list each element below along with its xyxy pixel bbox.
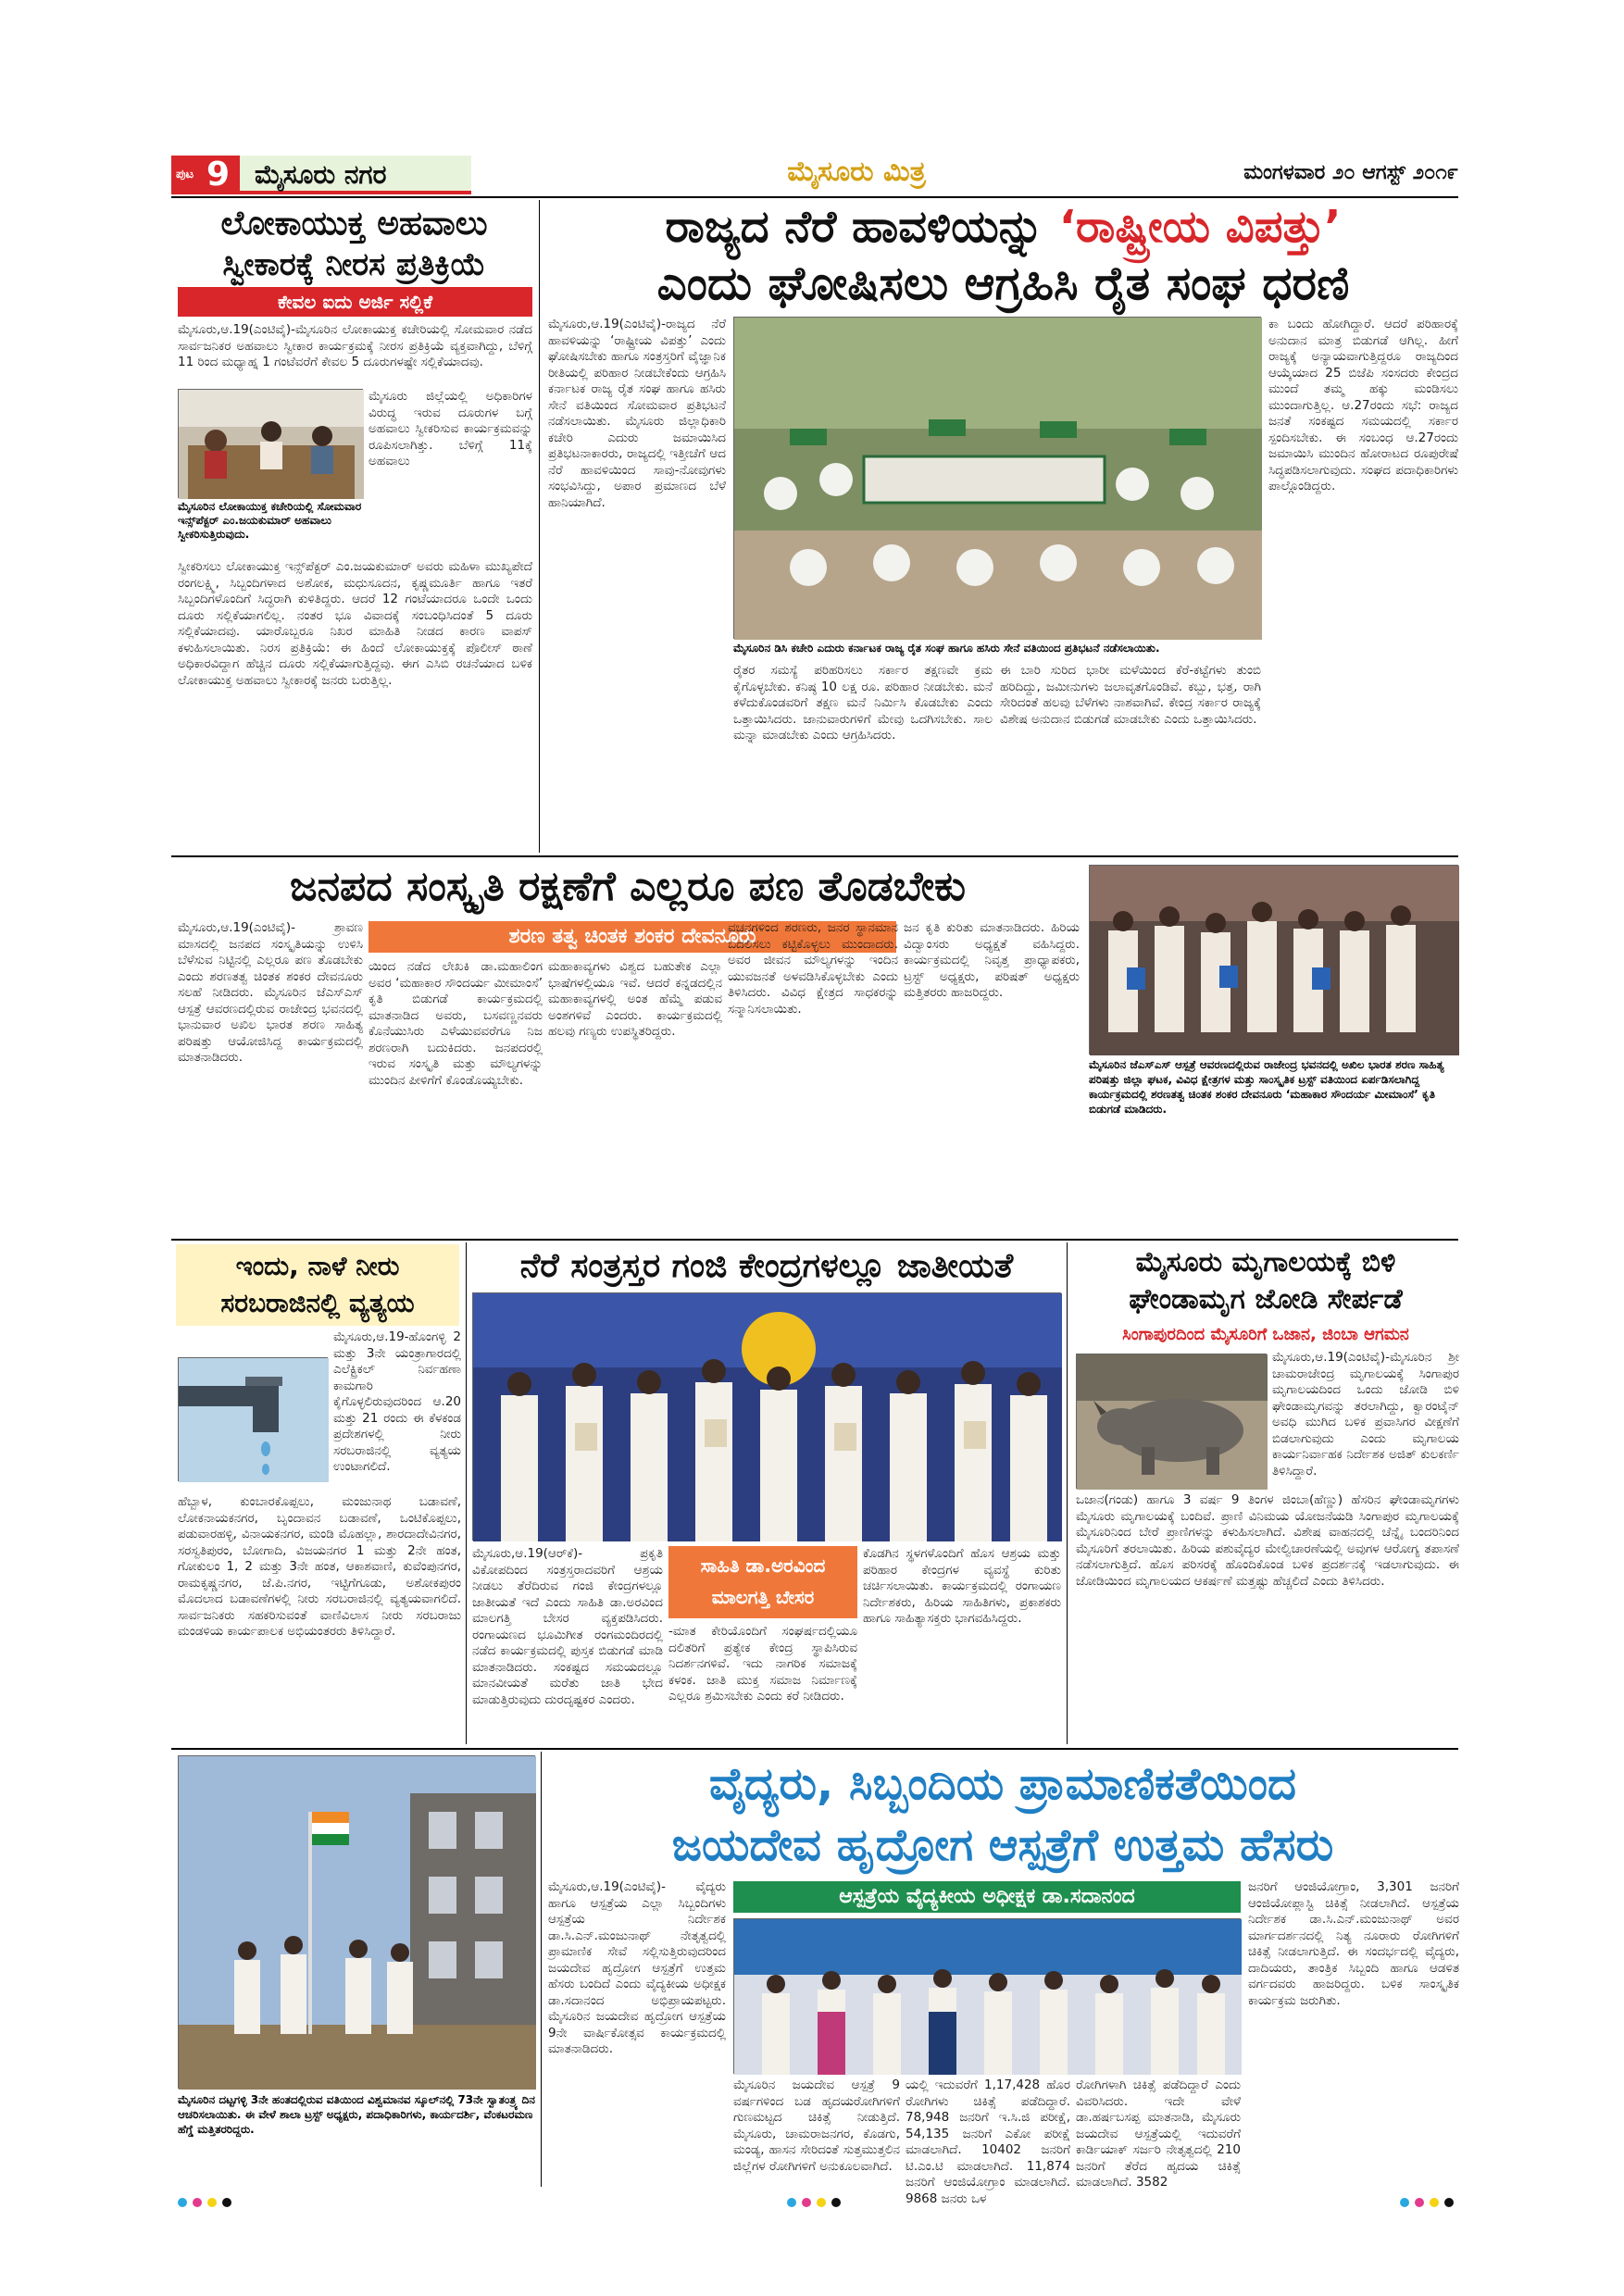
section-title: ಮೈಸೂರು ನಗರ (255, 159, 387, 190)
flag-hoisting-photo (178, 1755, 535, 2089)
page-prefix: ಪುಟ (176, 168, 194, 181)
registration-mark-right-2 (1415, 2198, 1424, 2207)
ganji-subhead-2: ಮಾಲಗತ್ತಿ ಬೇಸರ (711, 1586, 815, 1608)
janapada-col-2: ಯಿಂದ ನಡೆದ ಲೇಖಕಿ ಡಾ.ಮಹಾಲಿಂಗ ಅವರ ‘ಮಹಾಕಾರ ಸೌಂದರ್ಯ ಮೀಮಾಂಸೆ’ ಕೃತಿ ಬಿಡುಗಡೆ ಕಾರ್ಯಕ್ರಮದಲ್ಲಿ ಮಾತನಾಡಿದ ಅವರು, ಬಸವಣ್ಣನವರು ಕೊನೆಯುಸಿರು ಎಳೆಯುವವರೆಗೂ ನಿಜ ಶರಣರಾಗಿ ಬದುಕಿದರು. ಜನಪದರಲ್ಲಿ ಇರುವ ಸಂಸ್ಕೃತಿ ಮತ್ತು ಮೌಲ್ಯಗಳನ್ನು ಮುಂದಿನ ಪೀಳಿಗೆಗೆ ಕೊಂಡೊಯ್ಯಬೇಕು. (369, 959, 543, 1088)
water-headline-2: ಸರಬರಾಜಿನಲ್ಲಿ ವ್ಯತ್ಯಯ (220, 1288, 415, 1318)
lokayukta-headline-1: ಲೋಕಾಯುಕ್ತ ಅಹವಾಲು (220, 205, 488, 243)
lokayukta-caption: ಮೈಸೂರಿನ ಲೋಕಾಯುಕ್ತ ಕಚೇರಿಯಲ್ಲಿ ಸೋಮವಾರ ಇನ್ಸ್‌ಪೆಕ್ಟರ್ ಎಂ.ಜಯಕುಮಾರ್ ಅಹವಾಲು ಸ್ವೀಕರಿಸುತ್ತಿರುವುದು. (178, 500, 362, 541)
section-label (240, 156, 471, 194)
janapada-col-4: ವಚನಗಳಿಂದ ಶರಣರು, ಜನರ ಸ್ಥಾನಮಾನ ಬದಲಿಸಲು ಕಟ್ಟಿಕೊಳ್ಳಲು ಮುಂದಾದರು. ಅವರ ಜೀವನ ಮೌಲ್ಯಗಳನ್ನು ಇಂದಿನ ಯುವಜನತೆ ಅಳವಡಿಸಿಕೊಳ್ಳಬೇಕು ಎಂದು ತಿಳಿಸಿದರು. ವಿವಿಧ ಕ್ಷೇತ್ರದ ಸಾಧಕರನ್ನು ಸನ್ಮಾನಿಸಲಾಯಿತು. (728, 920, 898, 1017)
water-headline-1: ಇಂದು, ನಾಳೆ ನೀರು (235, 1251, 400, 1281)
registration-mark-center-3 (817, 2198, 826, 2207)
jayadeva-col-5: ಜನರಿಗೆ ಆಂಜಿಯೋಗ್ರಾಂ, 3,301 ಜನರಿಗೆ ಆಂಜಿಯೋಪ್ಲಾಸ್ಟಿ ಚಿಕಿತ್ಸೆ ನೀಡಲಾಗಿದೆ. ಆಸ್ಪತ್ರೆಯ ನಿರ್ದೇಶಕ ಡಾ.ಸಿ.ಎನ್.ಮಂಜುನಾಥ್ ಅವರ ಮಾರ್ಗದರ್ಶನದಲ್ಲಿ ನಿತ್ಯ ನೂರಾರು ರೋಗಿಗಳಿಗೆ ಚಿಕಿತ್ಸೆ ನೀಡಲಾಗುತ್ತಿದೆ. ಈ ಸಂದರ್ಭದಲ್ಲಿ ವೈದ್ಯರು, ದಾದಿಯರು, ತಾಂತ್ರಿಕ ಸಿಬ್ಬಂದಿ ಹಾಗೂ ಆಡಳಿತ ವರ್ಗದವರು ಹಾಜರಿದ್ದರು. ಬಳಿಕ ಸಾಂಸ್ಕೃತಿಕ ಕಾರ್ಯಕ್ರಮ ಜರುಗಿತು. (1248, 1879, 1459, 2008)
office-photo-icon (179, 390, 364, 499)
page-no: 9 (206, 156, 231, 193)
registration-mark-left-2 (193, 2198, 202, 2207)
jayadeva-col-2: ಮೈಸೂರಿನ ಜಯದೇವ ಆಸ್ಪತ್ರೆ 9 ವರ್ಷಗಳಿಂದ ಬಡ ಹೃದಯರೋಗಿಗಳಿಗೆ ಗುಣಮಟ್ಟದ ಚಿಕಿತ್ಸೆ ನೀಡುತ್ತಿದೆ. ಮೈಸೂರು, ಚಾಮರಾಜನಗರ, ಕೊಡಗು, ಮಂಡ್ಯ, ಹಾಸನ ಸೇರಿದಂತೆ ಸುತ್ತಮುತ್ತಲಿನ ಜಿಲ್ಲೆಗಳ ರೋಗಿಗಳಿಗೆ ಅನುಕೂಲವಾಗಿದೆ. (733, 2078, 900, 2174)
registration-mark-right-1 (1400, 2198, 1409, 2207)
lokayukta-photo (178, 389, 363, 498)
janapada-col-1: ಮೈಸೂರು,ಆ.19(ಎಂಟಿವೈ)- ಶ್ರಾವಣ ಮಾಸದಲ್ಲಿ ಜನಪದ ಸಂಸ್ಕೃತಿಯನ್ನು ಉಳಿಸಿ ಬೆಳೆಸುವ ನಿಟ್ಟಿನಲ್ಲಿ ಎಲ್ಲರೂ ಪಣ ತೊಡಬೇಕು ಎಂದು ಶರಣತತ್ವ ಚಿಂತಕ ಶಂಕರ ದೇವನೂರು ಸಲಹೆ ನೀಡಿದರು. ಮೈಸೂರಿನ ಜೆಎಸ್‌ಎಸ್ ಆಸ್ಪತ್ರೆ ಆವರಣದಲ್ಲಿರುವ ರಾಜೇಂದ್ರ ಭವನದಲ್ಲಿ ಭಾನುವಾರ ಅಖಿಲ ಭಾರತ ಶರಣ ಸಾಹಿತ್ಯ ಪರಿಷತ್ತು ಆಯೋಜಿಸಿದ್ದ ಕಾರ್ಯಕ್ರಮದಲ್ಲಿ ಮಾತನಾಡಿದರು. (178, 920, 363, 1065)
janapada-bottom-rule (171, 1239, 1458, 1241)
farmers-headline-1 (548, 198, 1458, 256)
farmers-photo (733, 317, 1261, 639)
water-headline-box (176, 1244, 459, 1326)
registration-mark-center-2 (802, 2198, 811, 2207)
water-lead: ಮೈಸೂರು,ಆ.19-ಹೊಂಗಳ್ಳಿ 2 ಮತ್ತು 3ನೇ ಯಂತ್ರಾಗಾರದಲ್ಲಿ ಎಲೆಕ್ಟ್ರಿಕಲ್ ನಿರ್ವಹಣಾ ಕಾಮಗಾರಿ ಕೈಗೊಳ್ಳಲಿರುವುದರಿಂದ ಆ.20 ಮತ್ತು 21 ರಂದು ಈ ಕೆಳಕಂಡ ಪ್ರದೇಶಗಳಲ್ಲಿ ನೀರು ಸರಬರಾಜಿನಲ್ಲಿ ವ್ಯತ್ಯಯ ಉಂಟಾಗಲಿದೆ. (333, 1329, 461, 1474)
registration-mark-left-1 (178, 2198, 187, 2207)
ganji-divider (1067, 1242, 1068, 1744)
farmers-caption: ಮೈಸೂರಿನ ಡಿಸಿ ಕಚೇರಿ ಎದುರು ಕರ್ನಾಟಕ ರಾಜ್ಯ ರೈತ ಸಂಘ ಹಾಗೂ ಹಸಿರು ಸೇನೆ ವತಿಯಿಂದ ಪ್ರತಿಭಟನೆ ನಡೆಸಲಾಯಿತು. (733, 642, 1160, 655)
farmers-col-1: ಮೈಸೂರು,ಆ.19(ಎಂಟಿವೈ)-ರಾಜ್ಯದ ನೆರೆ ಹಾವಳಿಯನ್ನು ‘ರಾಷ್ಟ್ರೀಯ ವಿಪತ್ತು’ ಎಂದು ಘೋಷಿಸಬೇಕು ಹಾಗೂ ಸಂತ್ರಸ್ತರಿಗೆ ವೈಜ್ಞಾನಿಕ ರೀತಿಯಲ್ಲಿ ಪರಿಹಾರ ನೀಡಬೇಕೆಂದು ಆಗ್ರಹಿಸಿ ಕರ್ನಾಟಕ ರಾಜ್ಯ ರೈತ ಸಂಘ ಹಾಗೂ ಹಸಿರು ಸೇನೆ ವತಿಯಿಂದ ಸೋಮವಾರ ಪ್ರತಿಭಟನೆ ನಡೆಸಲಾಯಿತು. ಮೈಸೂರು ಜಿಲ್ಲಾಧಿಕಾರಿ ಕಚೇರಿ ಎದುರು ಜಮಾಯಿಸಿದ ಪ್ರತಿಭಟನಾಕಾರರು, ರಾಜ್ಯದಲ್ಲಿ ಇತ್ತೀಚೆಗೆ ಆದ ನೆರೆ ಹಾವಳಿಯಿಂದ ಸಾವು-ನೋವುಗಳು ಸಂಭವಿಸಿದ್ದು, ಅಪಾರ ಪ್ರಮಾಣದ ಬೆಳೆ ಹಾನಿಯಾಗಿದೆ. (548, 317, 726, 510)
ganji-subhead-box (668, 1546, 857, 1618)
masthead: ಮೈಸೂರು ಮಿತ್ರ (787, 156, 926, 188)
zoo-bottom-rule (171, 1748, 1458, 1750)
farmers-bottom-rule (171, 855, 1458, 857)
farmers-headline-1a: ರಾಜ್ಯದ ನೆರೆ ಹಾವಳಿಯನ್ನು (665, 201, 1059, 253)
lokayukta-lead: ಮೈಸೂರು,ಆ.19(ಎಂಟಿವೈ)-ಮೈಸೂರಿನ ಲೋಕಾಯುಕ್ತ ಕಚೇರಿಯಲ್ಲಿ ಸೋಮವಾರ ನಡೆದ ಸಾರ್ವಜನಿಕರ ಅಹವಾಲು ಸ್ವೀಕಾರ ಕಾರ್ಯಕ್ರಮಕ್ಕೆ ನೀರಸ ಪ್ರತಿಕ್ರಿಯೆ ವ್ಯಕ್ತವಾಗಿದ್ದು, ಬೆಳಿಗ್ಗೆ 11 ರಿಂದ ಮಧ್ಯಾಹ್ನ 1 ಗಂಟೆವರೆಗೆ ಕೇವಲ 5 ದೂರುಗಳಷ್ಟೇ ಸಲ್ಲಿಕೆಯಾದವು. (178, 322, 532, 369)
flag-hoisting-icon (179, 1756, 536, 2090)
registration-mark-right-4 (1444, 2198, 1454, 2207)
jayadeva-strap: ಆಸ್ಪತ್ರೆಯ ವೈದ್ಯಕೀಯ ಅಧೀಕ್ಷಕ ಡಾ.ಸದಾನಂದ (733, 1881, 1241, 1913)
ganji-col-2: -ಮಾತ ಕೇರಿಯೊಂದಿಗೆ ಸಂಘರ್ಷದಲ್ಲಿಯೂ ದಲಿತರಿಗೆ ಪ್ರತ್ಯೇಕ ಕೇಂದ್ರ ಸ್ಥಾಪಿಸಿರುವ ನಿದರ್ಶನಗಳಿವೆ. ಇದು ನಾಗರಿಕ ಸಮಾಜಕ್ಕೆ ಕಳಂಕ. ಜಾತಿ ಮುಕ್ತ ಸಮಾಜ ನಿರ್ಮಾಣಕ್ಕೆ ಎಲ್ಲರೂ ಶ್ರಮಿಸಬೇಕು ಎಂದು ಕರೆ ನೀಡಿದರು. (668, 1624, 857, 1703)
farmers-col-3: ಈ ಬಾರಿ ಸುರಿದ ಭಾರೀ ಮಳೆಯಿಂದ ಕೆರೆ-ಕಟ್ಟೆಗಳು ತುಂಬಿ ಹರಿದಿದ್ದು, ಜಮೀನುಗಳು ಜಲಾವೃತಗೊಂಡಿವೆ. ಕಬ್ಬು, ಭತ್ತ, ರಾಗಿ ಸೇರಿದಂತೆ ಹಲವು ಬೆಳೆಗಳು ನಾಶವಾಗಿವೆ. ಕೇಂದ್ರ ಸರ್ಕಾರ ರಾಜ್ಯಕ್ಕೆ ವಿಶೇಷ ಅನುದಾನ ಬಿಡುಗಡೆ ಮಾಡಬೇಕು ಎಂದು ಒತ್ತಾಯಿಸಿದರು. (1000, 663, 1261, 727)
hospital-event-photo-icon (734, 1919, 1242, 2075)
jayadeva-col-3: ಯಲ್ಲಿ ಇದುವರೆಗೆ 1,17,428 ಹೊರ ರೋಗಿಗಳು ಚಿಕಿತ್ಸೆ ಪಡೆದಿದ್ದಾರೆ. 78,948 ಜನರಿಗೆ ಇ.ಸಿ.ಜಿ ಪರೀಕ್ಷೆ, 54,135 ಜನರಿಗೆ ಎಕೋ ಪರೀಕ್ಷೆ ಮಾಡಲಾಗಿದೆ. 10402 ಜನರಿಗೆ ಟಿ.ಎಂ.ಟಿ ಮಾಡಲಾಗಿದೆ. 11,874 ಜನರಿಗೆ ಆಂಜಿಯೋಗ್ರಾಂ ಮಾಡಲಾಗಿದೆ. 9868 ಜನರು ಒಳ (906, 2078, 1070, 2206)
farmers-col-4: ಕಾ ಬಂದು ಹೋಗಿದ್ದಾರೆ. ಆದರೆ ಪರಿಹಾರಕ್ಕೆ ಅನುದಾನ ಮಾತ್ರ ಬಿಡುಗಡೆ ಆಗಿಲ್ಲ. ಹೀಗೆ ರಾಜ್ಯಕ್ಕೆ ಅನ್ಯಾಯವಾಗುತ್ತಿದ್ದರೂ ರಾಜ್ಯದಿಂದ ಆಯ್ಕೆಯಾದ 25 ಬಿಜೆಪಿ ಸಂಸದರು ಕೇಂದ್ರದ ಮುಂದೆ ತಮ್ಮ ಹಕ್ಕು ಮಂಡಿಸಲು ಮುಂದಾಗುತ್ತಿಲ್ಲ. ಆ.27ರಂದು ಸಭೆ: ರಾಜ್ಯದ ಜನತೆ ಸಂಕಷ್ಟದ ಸಮಯದಲ್ಲಿ ಸರ್ಕಾರ ಸ್ಪಂದಿಸಬೇಕು. ಈ ಸಂಬಂಧ ಆ.27ರಂದು ಜಮಾಯಿಸಿ ಮುಂದಿನ ಹೋರಾಟದ ರೂಪುರೇಷೆ ಸಿದ್ಧಪಡಿಸಲಾಗುವುದು. ಸಂಘದ ಪದಾಧಿಕಾರಿಗಳು ಪಾಲ್ಗೊಂಡಿದ್ದರು. (1268, 317, 1458, 493)
jayadeva-headline-1: ವೈದ್ಯರು, ಸಿಬ್ಬಂದಿಯ ಪ್ರಾಮಾಣಿಕತೆಯಿಂದ (709, 1758, 1296, 1810)
registration-mark-left-4 (222, 2198, 231, 2207)
ganji-photo (472, 1292, 1061, 1541)
zoo-headline-1: ಮೈಸೂರು ಮೃಗಾಲಯಕ್ಕೆ ಬಿಳಿ (1135, 1246, 1396, 1279)
zoo-lead: ಮೈಸೂರು,ಆ.19(ಎಂಟಿವೈ)-ಮೈಸೂರಿನ ಶ್ರೀ ಚಾಮರಾಜೇಂದ್ರ ಮೃಗಾಲಯಕ್ಕೆ ಸಿಂಗಾಪುರ ಮೃಗಾಲಯದಿಂದ ಒಂದು ಜೋಡಿ ಬಿಳಿ ಘೇಂಡಾಮೃಗವನ್ನು ತರಲಾಗಿದ್ದು, ಕ್ವಾರಂಟೈನ್ ಅವಧಿ ಮುಗಿದ ಬಳಿಕ ಪ್ರವಾಸಿಗರ ವೀಕ್ಷಣೆಗೆ ಬಿಡಲಾಗುವುದು ಎಂದು ಮೃಗಾಲಯ ಕಾರ್ಯನಿರ್ವಾಹಕ ನಿರ್ದೇಶಕ ಅಜಿತ್ ಕುಲಕರ್ಣಿ ತಿಳಿಸಿದ್ದಾರೆ. (1272, 1350, 1459, 1479)
ganji-col-3: ಕೊಡಗಿನ ಸ್ಥಳಗಳೊಂದಿಗೆ ಹೊಸ ಆಶ್ರಯ ಮತ್ತು ಪರಿಹಾರ ಕೇಂದ್ರಗಳ ವ್ಯವಸ್ಥೆ ಕುರಿತು ಚರ್ಚಿಸಲಾಯಿತು. ಕಾರ್ಯಕ್ರಮದಲ್ಲಿ ರಂಗಾಯಣ ನಿರ್ದೇಶಕರು, ಹಿರಿಯ ಸಾಹಿತಿಗಳು, ಪ್ರಕಾಶಕರು ಹಾಗೂ ಸಾಹಿತ್ಯಾಸಕ್ತರು ಭಾಗವಹಿಸಿದ್ದರು. (863, 1546, 1061, 1626)
water-body: ಹೆಬ್ಬಾಳ, ಕುಂಬಾರಕೊಪ್ಪಲು, ಮಂಜುನಾಥ ಬಡಾವಣೆ, ಲೋಕನಾಯಕನಗರ, ಬೃಂದಾವನ ಬಡಾವಣೆ, ಒಂಟಿಕೊಪ್ಪಲು, ಪಡುವಾರಹಳ್ಳಿ, ವಿನಾಯಕನಗರ, ಮಂಡಿ ಮೊಹಲ್ಲಾ, ಶಾರದಾದೇವಿನಗರ, ಸರಸ್ವತಿಪುರಂ, ಬೋಗಾದಿ, ವಿಜಯನಗರ 1 ಮತ್ತು 2ನೇ ಹಂತ, ಗೋಕುಲಂ 1, 2 ಮತ್ತು 3ನೇ ಹಂತ, ಆಕಾಶವಾಣಿ, ಕುವೆಂಪುನಗರ, ರಾಮಕೃಷ್ಣನಗರ, ಜೆ.ಪಿ.ನಗರ, ಇಟ್ಟಿಗೆಗೂಡು, ಅಶೋಕಪುರಂ ಮೊದಲಾದ ಬಡಾವಣೆಗಳಲ್ಲಿ ನೀರು ಸರಬರಾಜಿನಲ್ಲಿ ವ್ಯತ್ಯಯವಾಗಲಿದೆ. ಸಾರ್ವಜನಿಕರು ಸಹಕರಿಸುವಂತೆ ವಾಣಿವಿಲಾಸ ನೀರು ಸರಬರಾಜು ಮಂಡಳಿಯ ಕಾರ್ಯಪಾಲಕ ಅಭಿಯಂತರರು ತಿಳಿಸಿದ್ದಾರೆ. (178, 1494, 461, 1639)
jayadeva-photo (733, 1918, 1241, 2074)
book-release-photo-icon (1090, 866, 1459, 1055)
zoo-headline-2: ಘೇಂಡಾಮೃಗ ಜೋಡಿ ಸೇರ್ಪಡೆ (1129, 1283, 1403, 1316)
jayadeva-col-1: ಮೈಸೂರು,ಆ.19(ಎಂಟಿವೈ)- ವೈದ್ಯರು ಹಾಗೂ ಆಸ್ಪತ್ರೆಯ ಎಲ್ಲಾ ಸಿಬ್ಬಂದಿಗಳು ಆಸ್ಪತ್ರೆಯ ನಿರ್ದೇಶಕ ಡಾ.ಸಿ.ಎನ್.ಮಂಜುನಾಥ್ ನೇತೃತ್ವದಲ್ಲಿ ಪ್ರಾಮಾಣಿಕ ಸೇವೆ ಸಲ್ಲಿಸುತ್ತಿರುವುದರಿಂದ ಜಯದೇವ ಹೃದ್ರೋಗ ಆಸ್ಪತ್ರೆಗೆ ಉತ್ತಮ ಹೆಸರು ಬಂದಿದೆ ಎಂದು ವೈದ್ಯಕೀಯ ಅಧೀಕ್ಷಕ ಡಾ.ಸದಾನಂದ ಅಭಿಪ್ರಾಯಪಟ್ಟರು. ಮೈಸೂರಿನ ಜಯದೇವ ಹೃದ್ರೋಗ ಆಸ್ಪತ್ರೆಯ 9ನೇ ವಾರ್ಷಿಕೋತ್ಸವ ಕಾರ್ಯಕ್ರಮದಲ್ಲಿ ಮಾತನಾಡಿದರು. (548, 1879, 726, 2056)
farmers-headline-1b: ‘ರಾಷ್ಟ್ರೀಯ ವಿಪತ್ತು’ (1058, 201, 1342, 253)
lokayukta-body-side: ಮೈಸೂರು ಜಿಲ್ಲೆಯಲ್ಲಿ ಅಧಿಕಾರಿಗಳ ವಿರುದ್ಧ ಇರುವ ದೂರುಗಳ ಬಗ್ಗೆ ಅಹವಾಲು ಸ್ವೀಕರಿಸುವ ಕಾರ್ಯಕ್ರಮವನ್ನು ರೂಪಿಸಲಾಗಿತ್ತು. ಬೆಳಿಗ್ಗೆ 11ಕ್ಕೆ ಅಹವಾಲು (369, 389, 532, 468)
lokayukta-body: ಸ್ವೀಕರಿಸಲು ಲೋಕಾಯುಕ್ತ ಇನ್ಸ್‌ಪೆಕ್ಟರ್ ಎಂ.ಜಯಕುಮಾರ್ ಅವರು ಮಹಿಳಾ ಮುಖ್ಯಪೇದೆ ರಂಗಲಕ್ಷ್ಮಿ, ಸಿಬ್ಬಂದಿಗಳಾದ ಅಶೋಕ, ಮಧುಸೂದನ, ಕೃಷ್ಣಮೂರ್ತಿ ಹಾಗೂ ಇತರೆ ಸಿಬ್ಬಂದಿಗಳೊಂದಿಗೆ ಸಿದ್ಧರಾಗಿ ಕುಳಿತಿದ್ದರು. ಆದರೆ 12 ಗಂಟೆಯಾದರೂ ಒಂದೇ ಒಂದು ದೂರು ಸಲ್ಲಿಕೆಯಾಗಲಿಲ್ಲ. ನಂತರ ಭೂ ವಿವಾದಕ್ಕೆ ಸಂಬಂಧಿಸಿದಂತೆ 5 ದೂರು ಸಲ್ಲಿಕೆಯಾದವು. ಯಾರೊಬ್ಬರೂ ನಿಖರ ಮಾಹಿತಿ ನೀಡದ ಕಾರಣ ವಾಪಸ್ ಕಳುಹಿಸಲಾಯಿತು. ನಿರಸ ಪ್ರತಿಕ್ರಿಯೆ: ಈ ಹಿಂದೆ ಲೋಕಾಯುಕ್ತಕ್ಕೆ ಪೊಲೀಸ್ ಠಾಣೆ ಅಧಿಕಾರವಿದ್ದಾಗ ಹೆಚ್ಚಿನ ದೂರು ಸಲ್ಲಿಕೆಯಾಗುತ್ತಿದ್ದವು. ಈಗ ಎಸಿಬಿ ರಚನೆಯಾದ ಬಳಿಕ ಲೋಕಾಯುಕ್ತ ಅಹವಾಲು ಸ್ವೀಕಾರಕ್ಕೆ ಜನರು ಬರುತ್ತಿಲ್ಲ. (178, 559, 532, 688)
protest-photo-icon (734, 318, 1262, 640)
book-launch-photo-icon (473, 1293, 1062, 1541)
registration-mark-center-1 (787, 2198, 796, 2207)
ganji-subhead-1: ಸಾಹಿತಿ ಡಾ.ಅರವಿಂದ (700, 1554, 826, 1577)
jayadeva-headline-2: ಜಯದೇವ ಹೃದ್ರೋಗ ಆಸ್ಪತ್ರೆಗೆ ಉತ್ತಮ ಹೆಸರು (671, 1819, 1334, 1871)
janapada-col-5: ಜನ ಕೃತಿ ಕುರಿತು ಮಾತನಾಡಿದರು. ಹಿರಿಯ ವಿದ್ವಾಂಸರು ಅಧ್ಯಕ್ಷತೆ ವಹಿಸಿದ್ದರು. ಕಾರ್ಯಕ್ರಮದಲ್ಲಿ ನಿವೃತ್ತ ಪ್ರಾಧ್ಯಾಪಕರು, ಟ್ರಸ್ಟ್ ಅಧ್ಯಕ್ಷರು, ಪರಿಷತ್ ಅಧ್ಯಕ್ಷರು ಮತ್ತಿತರರು ಹಾಜರಿದ್ದರು. (904, 920, 1080, 1000)
janapada-caption: ಮೈಸೂರಿನ ಜೆಎಸ್‌ಎಸ್ ಆಸ್ಪತ್ರೆ ಆವರಣದಲ್ಲಿರುವ ರಾಜೇಂದ್ರ ಭವನದಲ್ಲಿ ಅಖಿಲ ಭಾರತ ಶರಣ ಸಾಹಿತ್ಯ ಪರಿಷತ್ತು ಜಿಲ್ಲಾ ಘಟಕ, ವಿವಿಧ ಕ್ಷೇತ್ರಗಳ ಮತ್ತು ಸಾಂಸ್ಕೃತಿಕ ಟ್ರಸ್ಟ್ ವತಿಯಿಂದ ಏರ್ಪಡಿಸಲಾಗಿದ್ದ ಕಾರ್ಯಕ್ರಮದಲ್ಲಿ ಶರಣತತ್ವ ಚಿಂತಕ ಶಂಕರ ದೇವನೂರು ‘ಮಹಾಕಾರ ಸೌಂದರ್ಯ ಮೀಮಾಂಸೆ’ ಕೃತಿ ಬಿಡುಗಡೆ ಮಾಡಿದರು. (1089, 1058, 1444, 1116)
lokayukta-divider (539, 200, 540, 853)
ganji-col-1: ಮೈಸೂರು,ಆ.19(ಆರ್‌ಕೆ)- ಪ್ರಕೃತಿ ವಿಕೋಪದಿಂದ ಸಂತ್ರಸ್ತರಾದವರಿಗೆ ಆಶ್ರಯ ನೀಡಲು ತೆರೆದಿರುವ ಗಂಜಿ ಕೇಂದ್ರಗಳಲ್ಲೂ ಜಾತೀಯತೆ ಇದೆ ಎಂದು ಸಾಹಿತಿ ಡಾ.ಅರವಿಂದ ಮಾಲಗತ್ತಿ ಬೇಸರ ವ್ಯಕ್ತಪಡಿಸಿದರು. ರಂಗಾಯಣದ ಭೂಮಿಗೀತ ರಂಗಮಂದಿರದಲ್ಲಿ ನಡೆದ ಕಾರ್ಯಕ್ರಮದಲ್ಲಿ ಪುಸ್ತಕ ಬಿಡುಗಡೆ ಮಾಡಿ ಮಾತನಾಡಿದರು. ಸಂಕಷ್ಟದ ಸಮಯದಲ್ಲೂ ಮಾನವೀಯತೆ ಮರೆತು ಜಾತಿ ಭೇದ ಮಾಡುತ್ತಿರುವುದು ದುರದೃಷ್ಟಕರ ಎಂದರು. (472, 1546, 663, 1707)
page-number-badge (171, 156, 240, 194)
janapada-photo (1089, 865, 1458, 1054)
farmers-col-2: ರೈತರ ಸಮಸ್ಯೆ ಪರಿಹರಿಸಲು ಸರ್ಕಾರ ತಕ್ಷಣವೇ ಕ್ರಮ ಕೈಗೊಳ್ಳಬೇಕು. ಕನಿಷ್ಠ 10 ಲಕ್ಷ ರೂ. ಪರಿಹಾರ ನೀಡಬೇಕು. ಮನೆ ಕಳೆದುಕೊಂಡವರಿಗೆ ತಕ್ಷಣ ಮನೆ ನಿರ್ಮಿಸಿ ಕೊಡಬೇಕು ಎಂದು ಒತ್ತಾಯಿಸಿದರು. ಜಾನುವಾರುಗಳಿಗೆ ಮೇವು ಒದಗಿಸಬೇಕು. ಸಾಲ ಮನ್ನಾ ಮಾಡಬೇಕು ಎಂದು ಆಗ್ರಹಿಸಿದರು. (733, 663, 993, 742)
water-divider (466, 1242, 467, 1744)
ganji-headline: ನೆರೆ ಸಂತ್ರಸ್ತರ ಗಂಜಿ ಕೇಂದ್ರಗಳಲ್ಲೂ ಜಾತೀಯತೆ (519, 1247, 1014, 1285)
issue-date: ಮಂಗಳವಾರ ೨೦ ಆಗಸ್ಟ್ ೨೦೧೯ (1243, 161, 1458, 184)
janapada-strap: ಶರಣ ತತ್ವ ಚಿಂತಕ ಶಂಕರ ದೇವನೂರು (369, 921, 896, 953)
lokayukta-headline-2: ಸ್ವೀಕಾರಕ್ಕೆ ನೀರಸ ಪ್ರತಿಕ್ರಿಯೆ (222, 246, 486, 283)
registration-mark-center-4 (831, 2198, 841, 2207)
janapada-headline: ಜನಪದ ಸಂಸ್ಕೃತಿ ರಕ್ಷಣೆಗೆ ಎಲ್ಲರೂ ಪಣ ತೊಡಬೇಕು (290, 863, 966, 910)
registration-mark-left-3 (207, 2198, 217, 2207)
independence-caption: ಮೈಸೂರಿನ ದಟ್ಟಗಳ್ಳಿ 3ನೇ ಹಂತದಲ್ಲಿರುವ ವತಿಯಿಂದ ವಿಶ್ವಮಾನವ ಸ್ಕೂಲ್‌ನಲ್ಲಿ 73ನೇ ಸ್ವಾತಂತ್ರ್ಯ ದಿನ ಆಚರಿಸಲಾಯಿತು. ಈ ವೇಳೆ ಶಾಲಾ ಟ್ರಸ್ಟ್ ಅಧ್ಯಕ್ಷರು, ಪದಾಧಿಕಾರಿಗಳು, ಕಾರ್ಯದರ್ಶಿ, ವೆಂಕಟರಮಣ ಹೆಗ್ಡೆ ಮತ್ತಿತರರಿದ್ದರು. (178, 2093, 535, 2136)
janapada-col-3: ಮಹಾಕಾವ್ಯಗಳು ವಿಶ್ವದ ಬಹುತೇಕ ಎಲ್ಲಾ ಭಾಷೆಗಳಲ್ಲಿಯೂ ಇವೆ. ಆದರೆ ಕನ್ನಡದಲ್ಲಿನ ಮಹಾಕಾವ್ಯಗಳಲ್ಲಿ ಅಂತ ಹೆಮ್ಮೆ ಪಡುವ ಅಂಶಗಳಿವೆ ಎಂದರು. ಕಾರ್ಯಕ್ರಮದಲ್ಲಿ ಹಲವು ಗಣ್ಯರು ಉಪಸ್ಥಿತರಿದ್ದರು. (548, 959, 722, 1039)
zoo-strap: ಸಿಂಗಾಪುರದಿಂದ ಮೈಸೂರಿಗೆ ಒಜಾನ, ಜಿಂಬಾ ಆಗಮನ (1122, 1325, 1409, 1344)
registration-mark-right-3 (1430, 2198, 1439, 2207)
farmers-headline-2: ಎಂದು ಘೋಷಿಸಲು ಆಗ್ರಹಿಸಿ ರೈತ ಸಂಘ ಧರಣಿ (656, 256, 1350, 310)
jayadeva-col-4: ರೋಗಿಗಳಾಗಿ ಚಿಕಿತ್ಸೆ ಪಡೆದಿದ್ದಾರೆ ಎಂದು ವಿವರಿಸಿದರು. ಇದೇ ವೇಳೆ ಡಾ.ಹರ್ಷಬಸಪ್ಪ ಮಾತನಾಡಿ, ಮೈಸೂರು ಜಯದೇವ ಆಸ್ಪತ್ರೆಯಲ್ಲಿ ಇದುವರೆಗೆ ಕಾರ್ಡಿಯಾಕ್ ಸರ್ಜರಿ ನೇತೃತ್ವದಲ್ಲಿ 210 ಜನರಿಗೆ ತೆರೆದ ಹೃದಯ ಚಿಕಿತ್ಸೆ ಮಾಡಲಾಗಿದೆ. 3582 (1076, 2078, 1241, 2190)
independence-divider (541, 1752, 542, 2187)
lokayukta-strap: ಕೇವಲ ಐದು ಅರ್ಜಿ ಸಲ್ಲಿಕೆ (178, 287, 532, 317)
zoo-body: ಒಜಾನ(ಗಂಡು) ಹಾಗೂ 3 ವರ್ಷ 9 ತಿಂಗಳ ಜಿಂಬಾ(ಹೆಣ್ಣು) ಹೆಸರಿನ ಘೇಂಡಾಮೃಗಗಳು ಮೈಸೂರು ಮೃಗಾಲಯಕ್ಕೆ ಬಂದಿವೆ. ಪ್ರಾಣಿ ವಿನಿಮಯ ಯೋಜನೆಯಡಿ ಸಿಂಗಾಪುರ ಮೃಗಾಲಯಕ್ಕೆ ಮೈಸೂರಿನಿಂದ ಬೇರೆ ಪ್ರಾಣಿಗಳನ್ನು ಕಳುಹಿಸಲಾಗಿದೆ. ವಿಶೇಷ ವಾಹನದಲ್ಲಿ ಚೆನ್ನೈ ಬಂದರಿನಿಂದ ಮೈಸೂರಿಗೆ ತರಲಾಯಿತು. ಹಿರಿಯ ಪಶುವೈದ್ಯರ ಮೇಲ್ವಿಚಾರಣೆಯಲ್ಲಿ ಅವುಗಳ ಆರೋಗ್ಯ ತಪಾಸಣೆ ನಡೆಸಲಾಗುತ್ತಿದೆ. ಹೊಸ ಪರಿಸರಕ್ಕೆ ಹೊಂದಿಕೊಂಡ ಬಳಿಕ ಪ್ರದರ್ಶನಕ್ಕೆ ಇಡಲಾಗುವುದು. ಈ ಜೋಡಿಯಿಂದ ಮೃಗಾಲಯದ ಆಕರ್ಷಣೆ ಮತ್ತಷ್ಟು ಹೆಚ್ಚಲಿದೆ ಎಂದು ತಿಳಿಸಿದರು. (1076, 1492, 1459, 1589)
